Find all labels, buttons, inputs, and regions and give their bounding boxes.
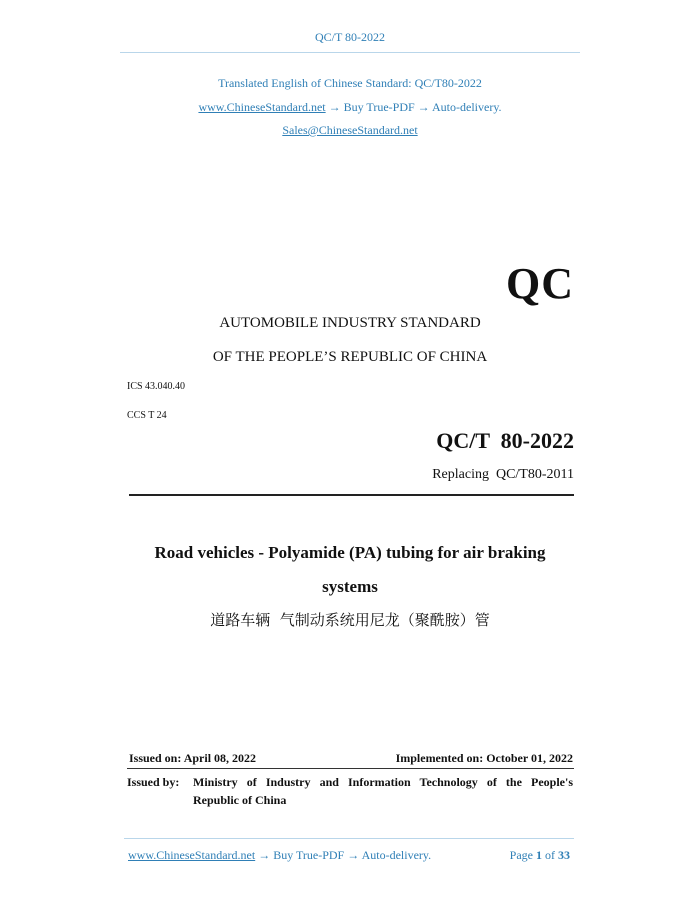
running-header: QC/T 80-2022 bbox=[314, 30, 386, 44]
arrow-icon: → bbox=[414, 100, 433, 114]
issued-by-label: Issued by: bbox=[127, 775, 180, 789]
header-divider bbox=[120, 52, 580, 53]
document-title-line-1: Road vehicles - Polyamide (PA) tubing for air braking bbox=[154, 543, 546, 562]
page-label: Page bbox=[509, 848, 533, 862]
translation-notice: Translated English of Chinese Standard: QC/T80-2022 bbox=[218, 76, 482, 90]
page-current: 1 bbox=[536, 848, 542, 862]
org-line-1: AUTOMOBILE INDUSTRY STANDARD bbox=[219, 315, 481, 331]
implemented-on: Implemented on: October 01, 2022 bbox=[395, 751, 573, 765]
standard-number: QC/T 80-2022 bbox=[436, 428, 574, 453]
footer-purchase-line bbox=[128, 848, 431, 863]
qc-logo: QC bbox=[506, 259, 574, 308]
arrow-icon: → bbox=[344, 848, 362, 862]
issued-on: Issued on: April 08, 2022 bbox=[129, 751, 257, 765]
org-line-2: OF THE PEOPLE’S REPUBLIC OF CHINA bbox=[212, 349, 488, 365]
email-link[interactable]: Sales@ChineseStandard.net bbox=[282, 123, 418, 137]
footer-site-link[interactable]: www.ChineseStandard.net bbox=[128, 848, 256, 862]
ics-code: ICS 43.040.40 bbox=[127, 381, 186, 392]
purchase-line bbox=[0, 100, 700, 115]
buy-true-pdf-text: Buy True-PDF bbox=[343, 100, 415, 114]
title-divider bbox=[129, 494, 574, 496]
issued-divider bbox=[127, 768, 574, 769]
document-title-line-2: systems bbox=[322, 577, 378, 596]
issued-by-organization: Ministry of Industry and Information Technology of the People's bbox=[193, 775, 573, 789]
document-title-chinese: 道路车辆 气制动系统用尼龙（聚酰胺）管 bbox=[210, 611, 490, 629]
issued-by-organization-continued: Republic of China bbox=[193, 793, 287, 807]
footer-divider bbox=[124, 838, 574, 839]
auto-delivery-text: Auto-delivery. bbox=[432, 100, 502, 114]
site-link[interactable]: www.ChineseStandard.net bbox=[198, 100, 326, 114]
email-line bbox=[0, 123, 700, 138]
page-indicator bbox=[510, 848, 570, 863]
page-of: of bbox=[545, 848, 555, 862]
buy-true-pdf-text: Buy True-PDF bbox=[273, 848, 345, 862]
auto-delivery-text: Auto-delivery. bbox=[361, 848, 432, 862]
replacing-text: Replacing QC/T80-2011 bbox=[432, 467, 574, 482]
page-total: 33 bbox=[558, 848, 570, 862]
ccs-code: CCS T 24 bbox=[127, 410, 167, 421]
arrow-icon: → bbox=[325, 100, 344, 114]
arrow-icon: → bbox=[255, 848, 274, 862]
